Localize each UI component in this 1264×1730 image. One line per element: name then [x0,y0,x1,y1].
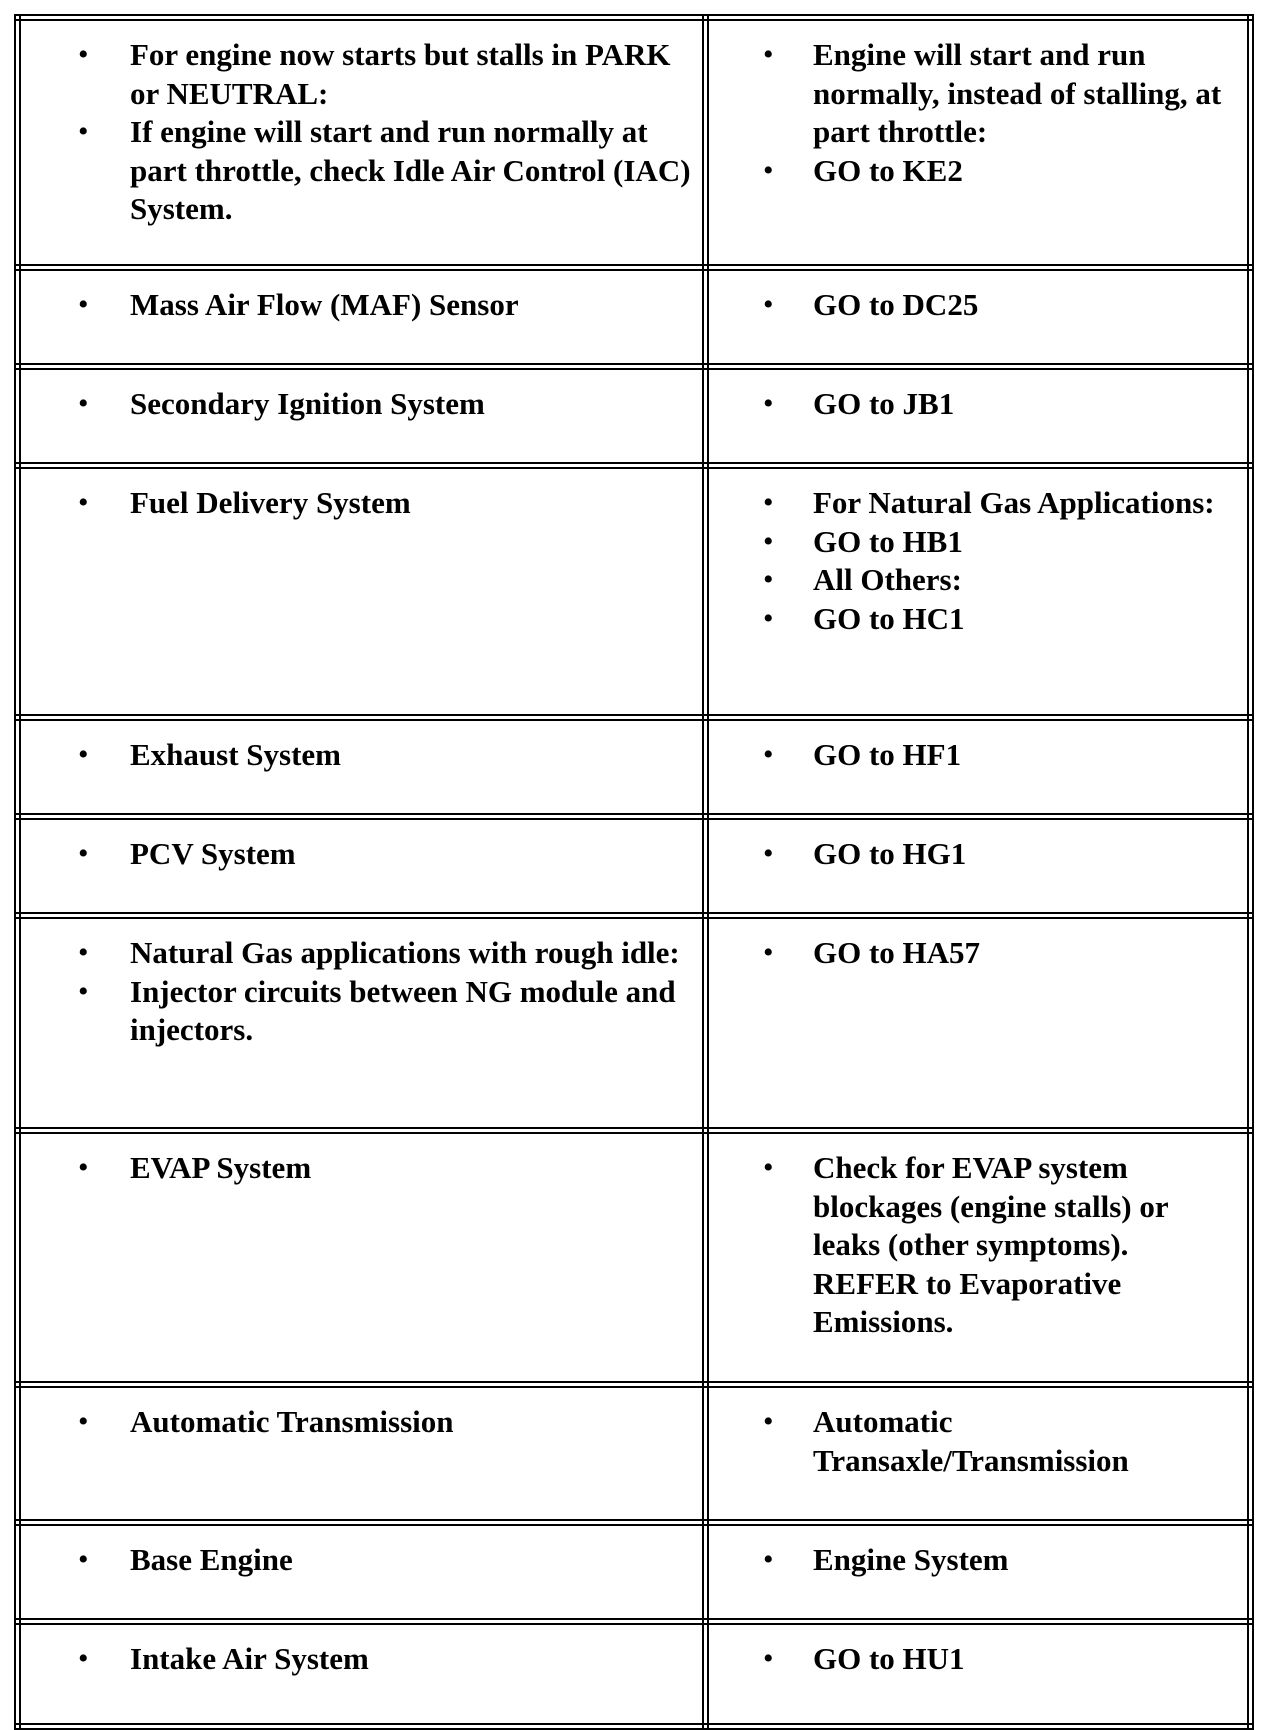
table-row [18,1385,1251,1523]
condition-cell [18,1622,706,1727]
list-item: • For engine now starts but stalls in PARK or NEUTRAL: [21,36,696,113]
table-row [18,18,1251,268]
list-item: • Fuel Delivery System [21,484,696,523]
action-cell [706,1385,1251,1523]
action-cell [706,1131,1251,1385]
list-item: • Engine System [709,1541,1241,1580]
action-cell [706,817,1251,916]
action-cell [706,1523,1251,1622]
list-item: • Mass Air Flow (MAF) Sensor [21,286,696,325]
list-item: • If engine will start and run normally at part throttle, check Idle Air Control (IAC) System. [21,113,696,229]
condition-cell [18,1523,706,1622]
action-cell [706,916,1251,1131]
list-item: • For Natural Gas Applications: [709,484,1241,523]
action-cell [706,466,1251,718]
condition-cell [18,18,706,268]
list-item: • GO to HC1 [709,600,1241,639]
table-row [18,1622,1251,1727]
condition-cell [18,1385,706,1523]
list-item: • EVAP System [21,1149,696,1188]
diagnostic-table [14,14,1254,1730]
table-row [18,367,1251,466]
condition-cell [18,718,706,817]
table-row [18,466,1251,718]
table-row [18,817,1251,916]
table-row [18,268,1251,367]
list-item: • Injector circuits between NG module and injectors. [21,973,696,1050]
condition-cell [18,268,706,367]
list-item: • Engine will start and run normally, instead of stalling, at part throttle: [709,36,1241,152]
table-row [18,1131,1251,1385]
list-item: • GO to HA57 [709,934,1241,973]
list-item: • Automatic Transmission [21,1403,696,1442]
list-item: • GO to HG1 [709,835,1241,874]
list-item: • GO to KE2 [709,152,1241,191]
table-row [18,1523,1251,1622]
list-item: • Check for EVAP system blockages (engine stalls) or leaks (other symptoms). REFER to Evaporative Emissions. [709,1149,1241,1342]
list-item: • GO to JB1 [709,385,1241,424]
list-item: • Automatic Transaxle/Transmission [709,1403,1241,1480]
list-item: • Secondary Ignition System [21,385,696,424]
condition-cell [18,466,706,718]
condition-cell [18,916,706,1131]
list-item: • GO to HF1 [709,736,1241,775]
condition-cell [18,367,706,466]
table-row [18,916,1251,1131]
list-item: • GO to HB1 [709,523,1241,562]
list-item: • PCV System [21,835,696,874]
action-cell [706,1622,1251,1727]
condition-cell [18,817,706,916]
list-item: • All Others: [709,561,1241,600]
list-item: • GO to DC25 [709,286,1241,325]
list-item: • Exhaust System [21,736,696,775]
list-item: • Intake Air System [21,1640,696,1679]
list-item: • GO to HU1 [709,1640,1241,1679]
list-item: • Natural Gas applications with rough idle: [21,934,696,973]
action-cell [706,367,1251,466]
condition-cell [18,1131,706,1385]
action-cell [706,18,1251,268]
action-cell [706,718,1251,817]
list-item: • Base Engine [21,1541,696,1580]
action-cell [706,268,1251,367]
table-row [18,718,1251,817]
